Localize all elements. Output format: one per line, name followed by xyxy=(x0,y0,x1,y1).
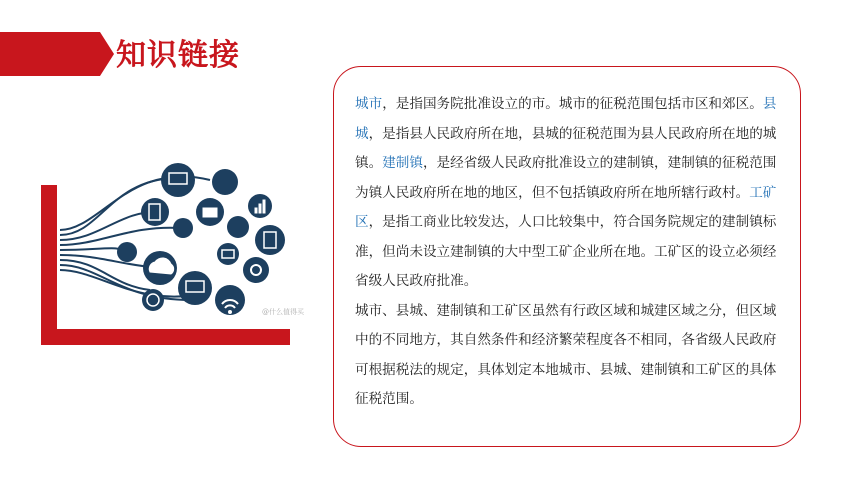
keyword-term: 县城 xyxy=(355,96,777,142)
paragraph-2: 城市、县城、建制镇和工矿区虽然有行政区域和城建区域之分，但区域中的不同地方，其自然条件和经济繁荣程度各不相同，各省级人民政府可根据税法的规定，具体划定本地城市、县城、建制镇和工矿区的具体征税范围。 xyxy=(355,302,777,407)
red-frame-horizontal xyxy=(41,329,290,345)
satellite-icon xyxy=(212,169,238,195)
body-text-segment: ，是指国务院批准设立的市。城市的征税范围包括市区和郊区。 xyxy=(382,96,763,112)
tablet-icon xyxy=(255,225,285,255)
body-text-segment: ，是经省级人民政府批准设立的建制镇，建制镇的征税范围为镇人民政府所在地的地区，但不包括镇政府所在地所辖行政村。 xyxy=(355,155,777,201)
gears-icon xyxy=(243,257,269,283)
keyword-term: 工矿区 xyxy=(355,184,777,230)
share-icon xyxy=(173,218,193,238)
keyword-term: 建制镇 xyxy=(382,155,423,171)
network-illustration xyxy=(60,140,300,330)
title-banner-arrow xyxy=(100,32,114,76)
monitor-icon xyxy=(161,163,195,197)
red-frame-vertical xyxy=(41,185,57,345)
keyword-term: 城市 xyxy=(355,96,383,112)
body-text-segment: ，是指县人民政府所在地，县城的征税范围为县人民政府所在地的城镇。 xyxy=(355,125,777,171)
content-text xyxy=(355,90,785,415)
people-icon xyxy=(227,216,249,238)
clock-icon xyxy=(142,289,164,311)
title-banner xyxy=(0,32,100,76)
page-title: 知识链接 xyxy=(116,38,240,73)
phone-icon xyxy=(141,198,169,226)
body-text-segment: ，是指工商业比较发达，人口比较集中，符合国务院规定的建制镇标准，但尚未设立建制镇的大中型工矿企业所在地。工矿区的设立必须经省级人民政府批准。 xyxy=(355,214,777,289)
paragraph-1 xyxy=(355,90,785,297)
watermark: @什么值得买 xyxy=(262,308,304,316)
battery-icon xyxy=(217,243,239,265)
chat-icon xyxy=(117,242,137,262)
desktop-icon xyxy=(178,271,212,305)
